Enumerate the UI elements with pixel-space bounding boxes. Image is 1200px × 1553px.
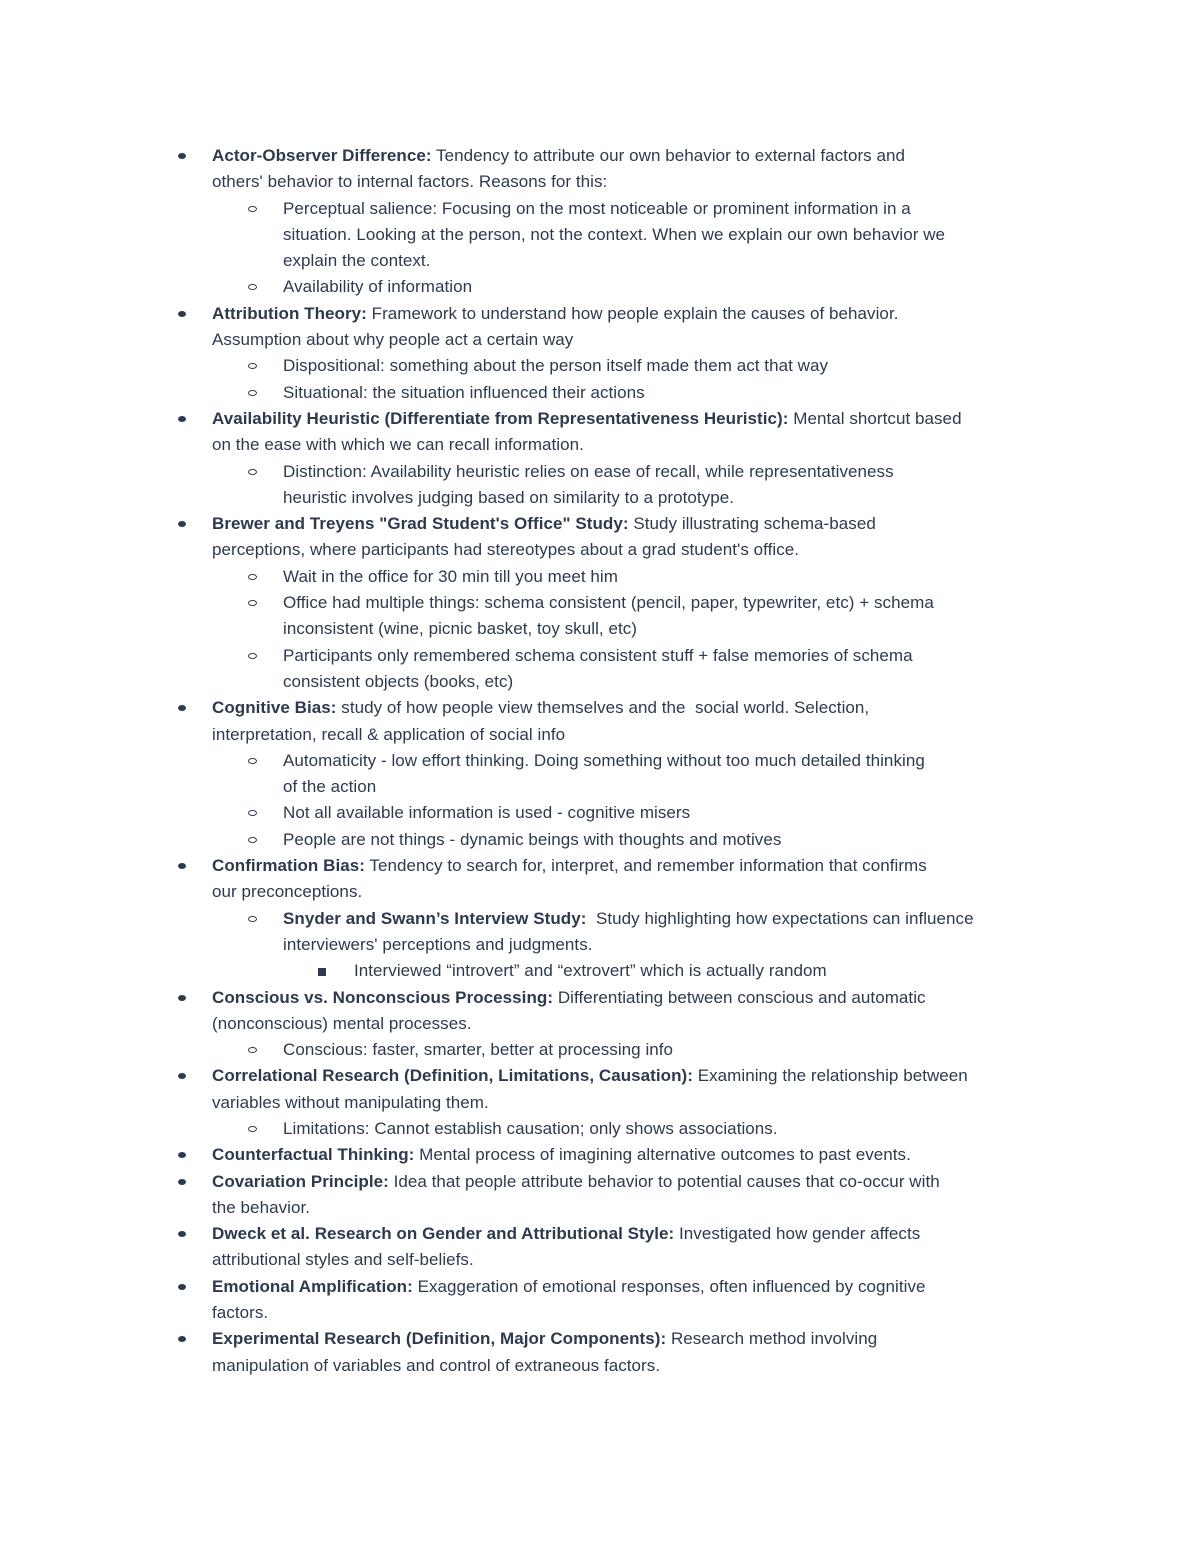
note-line: [0, 616, 1200, 642]
line-text: variables without manipulating them.: [212, 1092, 489, 1112]
line-text: Limitations: Cannot establish causation; only shows associations.: [283, 1118, 778, 1138]
note-line: [0, 353, 1200, 379]
note-line: [0, 669, 1200, 695]
note-line: [0, 432, 1200, 458]
term-label: Dweck et al. Research on Gender and Attributional Style:: [212, 1224, 675, 1244]
term-label: Brewer and Treyens "Grad Student's Office" Study:: [212, 514, 629, 534]
disc-bullet-icon: [178, 1231, 186, 1237]
note-line: [0, 485, 1200, 511]
note-line: [0, 196, 1200, 222]
note-line: [0, 1274, 1200, 1300]
line-text: on the ease with which we can recall information.: [212, 435, 584, 455]
disc-bullet-icon: [178, 705, 186, 711]
line-text: heuristic involves judging based on similarity to a prototype.: [283, 487, 735, 507]
line-text: situation. Looking at the person, not the context. When we explain our own behavior we: [283, 224, 946, 244]
line-text: interpretation, recall & application of social info: [212, 724, 566, 744]
circle-bullet-icon: [248, 837, 257, 843]
disc-bullet-icon: [178, 521, 186, 527]
line-text: Study highlighting how expectations can influence: [586, 908, 974, 928]
line-text: People are not things - dynamic beings with thoughts and motives: [283, 829, 782, 849]
disc-bullet-icon: [178, 1152, 186, 1158]
note-line: [0, 1195, 1200, 1221]
line-text: Participants only remembered schema consistent stuff + false memories of schema: [283, 645, 913, 665]
note-line: [0, 1326, 1200, 1352]
line-text: Framework to understand how people explain the causes of behavior.: [366, 303, 899, 323]
line-text: Tendency to search for, interpret, and remember information that confirms: [364, 856, 927, 876]
note-line: [0, 800, 1200, 826]
note-line: [0, 827, 1200, 853]
note-line: [0, 1063, 1200, 1089]
circle-bullet-icon: [248, 758, 257, 764]
note-line: [0, 1247, 1200, 1273]
note-line: [0, 958, 1200, 984]
line-text: study of how people view themselves and the social world. Selection,: [336, 698, 870, 718]
note-line: [0, 722, 1200, 748]
term-label: Confirmation Bias:: [212, 856, 365, 876]
term-label: Availability Heuristic (Differentiate from Representativeness Heuristic):: [212, 408, 789, 428]
circle-bullet-icon: [248, 810, 257, 816]
note-line: [0, 590, 1200, 616]
disc-bullet-icon: [178, 1336, 186, 1342]
note-line: [0, 695, 1200, 721]
line-text: Differentiating between conscious and automatic: [553, 987, 926, 1007]
line-text: Interviewed “introvert” and “extrovert” which is actually random: [354, 961, 827, 981]
line-text: Idea that people attribute behavior to potential causes that co-occur with: [388, 1171, 940, 1191]
note-line: [0, 1011, 1200, 1037]
line-text: perceptions, where participants had stereotypes about a grad student's office.: [212, 540, 800, 560]
note-line: [0, 932, 1200, 958]
term-label: Counterfactual Thinking:: [212, 1145, 415, 1165]
note-line: [0, 1090, 1200, 1116]
line-text: Examining the relationship between: [692, 1066, 968, 1086]
note-line: [0, 327, 1200, 353]
circle-bullet-icon: [248, 390, 257, 396]
line-text: Investigated how gender affects: [674, 1224, 921, 1244]
line-text: factors.: [212, 1303, 269, 1323]
note-line: [0, 143, 1200, 169]
circle-bullet-icon: [248, 284, 257, 290]
disc-bullet-icon: [178, 995, 186, 1001]
note-line: [0, 853, 1200, 879]
note-line: [0, 380, 1200, 406]
disc-bullet-icon: [178, 1284, 186, 1290]
term-label: Emotional Amplification:: [212, 1276, 413, 1296]
note-line: [0, 459, 1200, 485]
note-line: [0, 406, 1200, 432]
line-text: manipulation of variables and control of extraneous factors.: [212, 1355, 661, 1375]
circle-bullet-icon: [248, 653, 257, 659]
disc-bullet-icon: [178, 311, 186, 317]
line-text: interviewers' perceptions and judgments.: [283, 934, 593, 954]
line-text: inconsistent (wine, picnic basket, toy skull, etc): [283, 619, 637, 639]
line-text: Dispositional: something about the person itself made them act that way: [283, 356, 829, 376]
line-text: (nonconscious) mental processes.: [212, 1013, 472, 1033]
line-text: the behavior.: [212, 1197, 311, 1217]
line-text: Office had multiple things: schema consistent (pencil, paper, typewriter, etc) + schema: [283, 593, 934, 613]
line-text: Conscious: faster, smarter, better at processing info: [283, 1040, 674, 1060]
line-text: Tendency to attribute our own behavior to external factors and: [431, 146, 906, 165]
note-line: [0, 1221, 1200, 1247]
document-body: [0, 143, 1200, 1379]
square-bullet-icon: [318, 968, 326, 976]
term-label: Actor-Observer Difference:: [212, 146, 432, 165]
term-label: Attribution Theory:: [212, 303, 367, 323]
line-text: Situational: the situation influenced their actions: [283, 382, 645, 402]
line-text: Mental shortcut based: [788, 408, 962, 428]
line-text: our preconceptions.: [212, 882, 363, 902]
note-line: [0, 906, 1200, 932]
line-text: Exaggeration of emotional responses, often influenced by cognitive: [412, 1276, 926, 1296]
note-line: [0, 879, 1200, 905]
term-label: Cognitive Bias:: [212, 698, 337, 718]
note-line: [0, 301, 1200, 327]
term-label: Correlational Research (Definition, Limitations, Causation):: [212, 1066, 693, 1086]
note-line: [0, 985, 1200, 1011]
line-text: Assumption about why people act a certain way: [212, 330, 574, 350]
line-text: attributional styles and self-beliefs.: [212, 1250, 474, 1270]
term-label: Snyder and Swann’s Interview Study:: [283, 908, 587, 928]
disc-bullet-icon: [178, 863, 186, 869]
circle-bullet-icon: [248, 1047, 257, 1053]
note-line: [0, 1037, 1200, 1063]
line-text: Wait in the office for 30 min till you meet him: [283, 566, 618, 586]
term-label: Covariation Principle:: [212, 1171, 389, 1191]
note-line: [0, 1353, 1200, 1379]
line-text: Perceptual salience: Focusing on the most noticeable or prominent information in a: [283, 198, 911, 218]
note-line: [0, 537, 1200, 563]
circle-bullet-icon: [248, 916, 257, 922]
disc-bullet-icon: [178, 1179, 186, 1185]
disc-bullet-icon: [178, 1073, 186, 1079]
line-text: Automaticity - low effort thinking. Doing something without too much detailed thinking: [283, 750, 925, 770]
note-line: [0, 1116, 1200, 1142]
note-line: [0, 169, 1200, 195]
circle-bullet-icon: [248, 363, 257, 369]
disc-bullet-icon: [178, 416, 186, 422]
line-text: of the action: [283, 777, 377, 797]
line-text: Not all available information is used - cognitive misers: [283, 803, 691, 823]
note-line: [0, 748, 1200, 774]
note-line: [0, 248, 1200, 274]
term-label: Experimental Research (Definition, Major Components):: [212, 1329, 667, 1349]
disc-bullet-icon: [178, 153, 186, 159]
note-line: [0, 274, 1200, 300]
circle-bullet-icon: [248, 1126, 257, 1132]
line-text: Distinction: Availability heuristic relies on ease of recall, while representativeness: [283, 461, 894, 481]
note-line: [0, 511, 1200, 537]
line-text: consistent objects (books, etc): [283, 671, 514, 691]
circle-bullet-icon: [248, 600, 257, 606]
line-text: Research method involving: [666, 1329, 878, 1349]
circle-bullet-icon: [248, 206, 257, 212]
note-line: [0, 222, 1200, 248]
note-line: [0, 564, 1200, 590]
term-label: Conscious vs. Nonconscious Processing:: [212, 987, 554, 1007]
circle-bullet-icon: [248, 574, 257, 580]
note-line: [0, 1300, 1200, 1326]
line-text: explain the context.: [283, 251, 431, 271]
circle-bullet-icon: [248, 469, 257, 475]
note-line: [0, 1169, 1200, 1195]
line-text: others' behavior to internal factors. Reasons for this:: [212, 172, 608, 192]
line-text: Study illustrating schema-based: [628, 514, 876, 534]
note-line: [0, 643, 1200, 669]
line-text: Mental process of imagining alternative outcomes to past events.: [414, 1145, 911, 1165]
note-line: [0, 1142, 1200, 1168]
line-text: Availability of information: [283, 277, 473, 297]
note-line: [0, 774, 1200, 800]
